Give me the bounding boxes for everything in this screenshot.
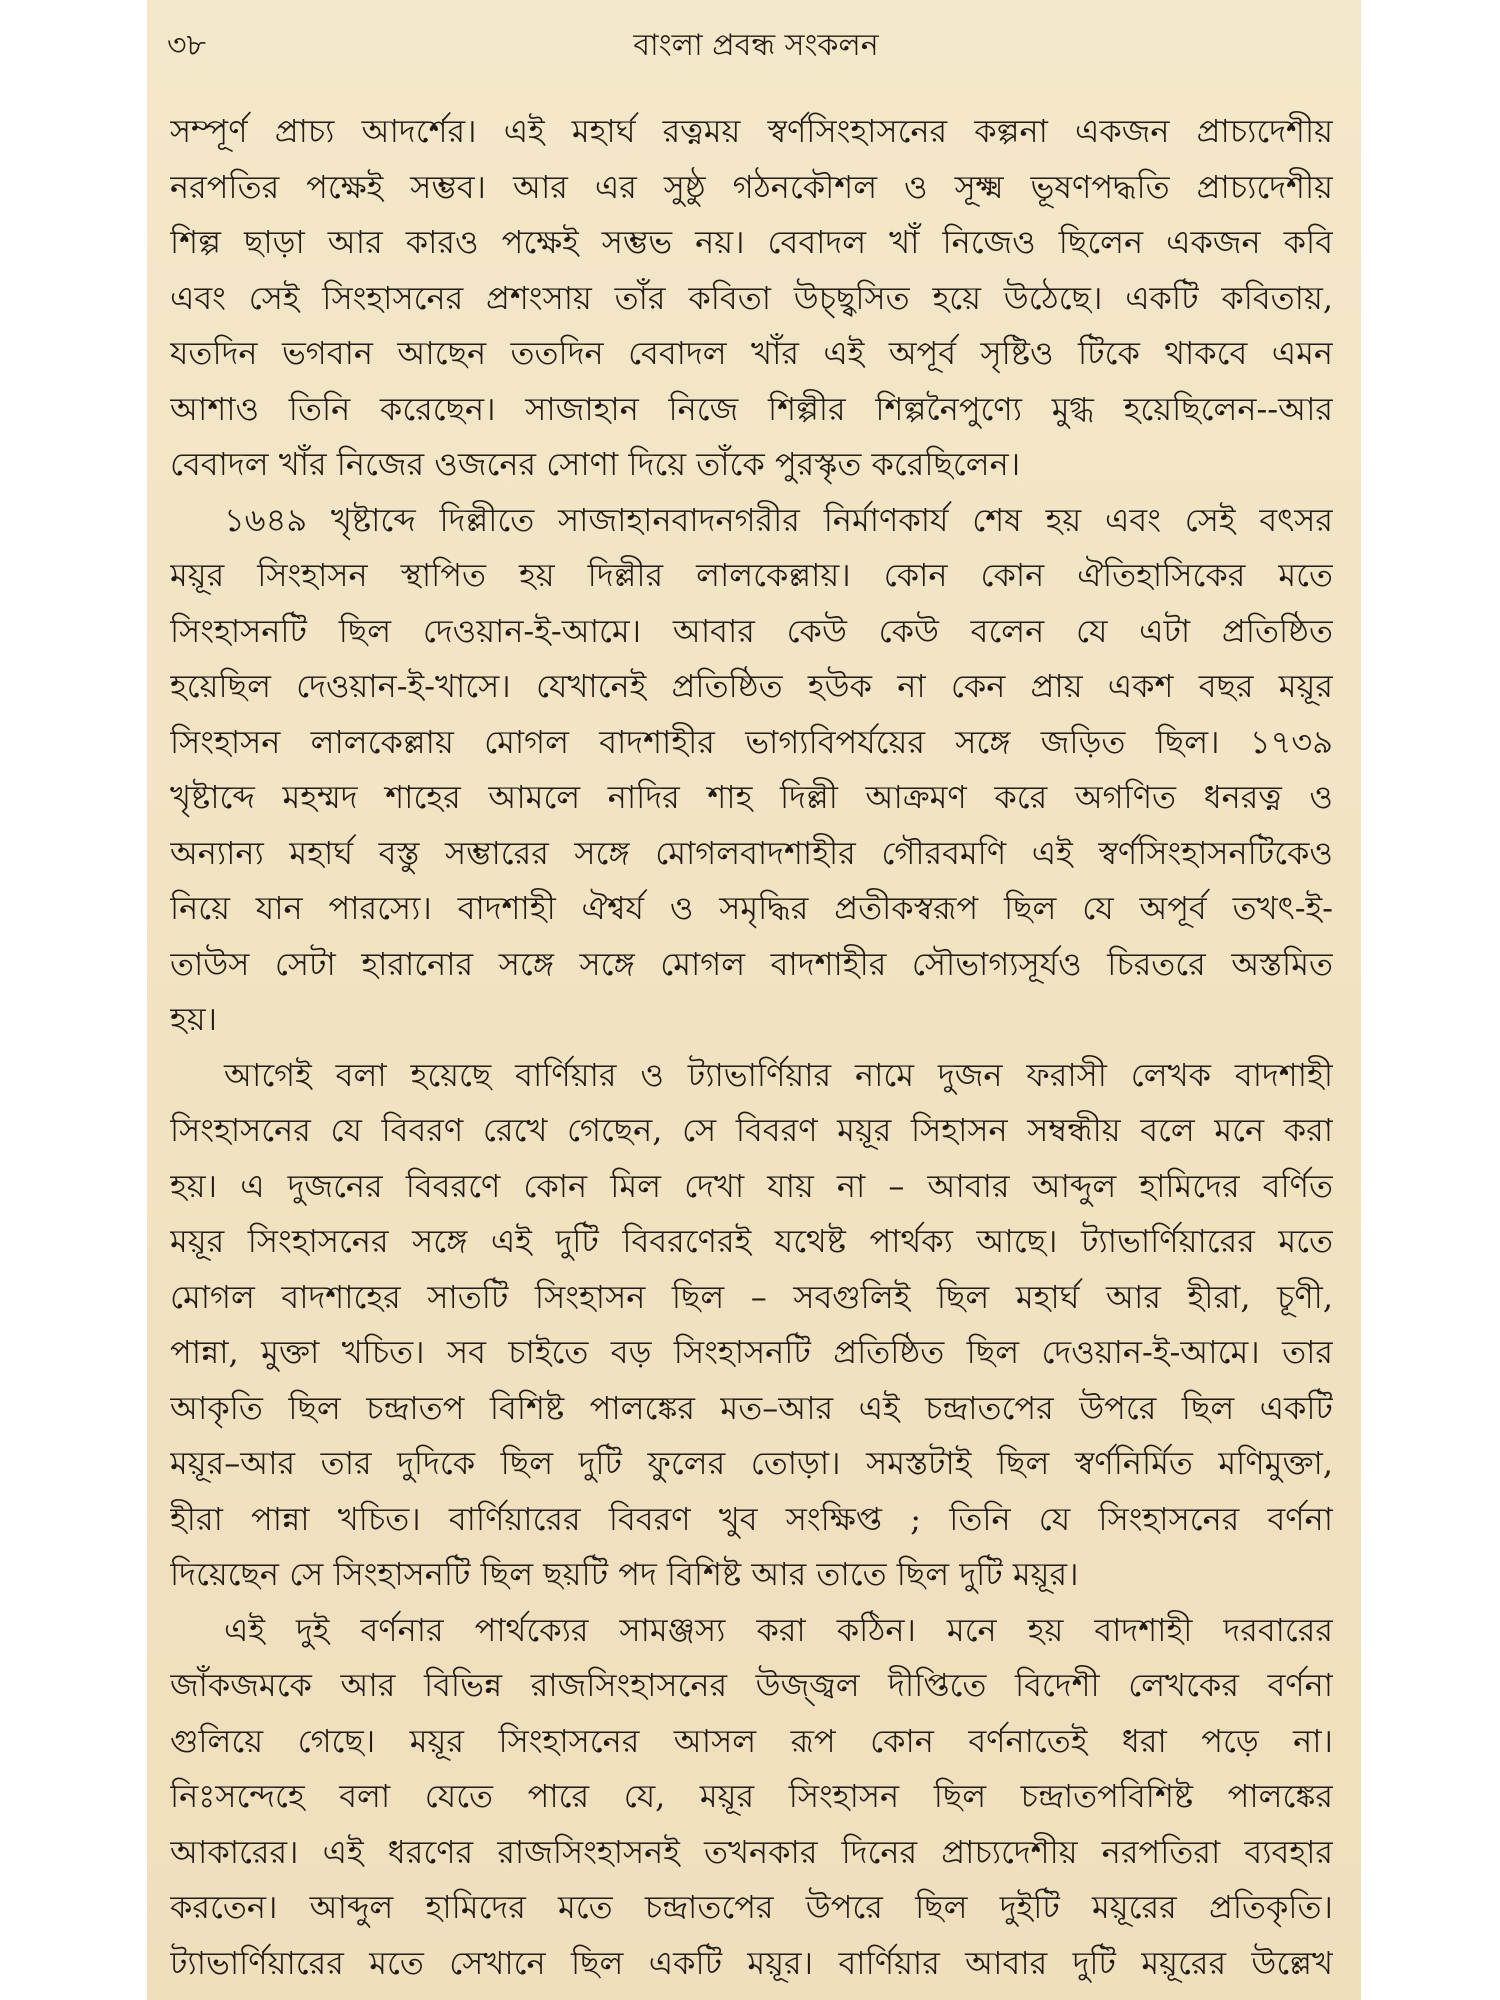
text-line: আগেই বলা হয়েছে বার্ণিয়ার ও ট্যাভার্ণিয়ার নামে দুজন ফরাসী লেখক বাদশাহী — [224, 1055, 1333, 1094]
paragraph — [170, 1603, 1333, 1992]
text-line: আশাও তিনি করেছেন। সাজাহান নিজে শিল্পীর শিল্পনৈপুণ্যে মুগ্ধ হয়েছিলেন--আর — [170, 389, 1333, 428]
text-line: ময়ূর–আর তার দুদিকে ছিল দুটি ফুলের তোড়া। সমস্তটাই ছিল স্বর্ণনির্মিত মণিমুক্তা, — [170, 1444, 1333, 1482]
text-line: নিঃসন্দেহে বলা যেতে পারে যে, ময়ূর সিংহাসন ছিল চন্দ্রাতপবিশিষ্ট পালঙ্কের — [170, 1777, 1333, 1815]
text-line: খৃষ্টাব্দে মহম্মদ শাহের আমলে নাদির শাহ দিল্লী আক্রমণ করে অগণিত ধনরত্ন ও — [170, 778, 1333, 816]
text-line: সিংহাসনের যে বিবরণ রেখে গেছেন, সে বিবরণ ময়ূর সিহাসন সম্বন্ধীয় বলে মনে করা — [170, 1111, 1333, 1149]
text-line: সম্পূর্ণ প্রাচ্য আদর্শের। এই মহার্ঘ রত্নময় স্বর্ণসিংহাসনের কল্পনা একজন প্রাচ্যদেশীয় — [170, 112, 1333, 150]
text-line: এবং সেই সিংহাসনের প্রশংসায় তাঁর কবিতা উচ্ছ্বসিত হয়ে উঠেছে। একটি কবিতায়, — [170, 278, 1333, 317]
paragraph — [170, 1048, 1333, 1603]
text-line: ১৬৪৯ খৃষ্টাব্দে দিল্লীতে সাজাহানবাদনগরীর নির্মাণকার্য শেষ হয় এবং সেই বৎসর — [224, 500, 1333, 539]
text-line: আকৃতি ছিল চন্দ্রাতপ বিশিষ্ট পালঙ্কের মত–আর এই চন্দ্রাতপের উপরে ছিল একটি — [170, 1388, 1333, 1427]
text-line: নরপতির পক্ষেই সম্ভব। আর এর সুষ্ঠু গঠনকৌশল ও সূক্ষ্ম ভূষণপদ্ধতি প্রাচ্যদেশীয় — [170, 167, 1333, 206]
text-line: বেবাদল খাঁর নিজের ওজনের সোণা দিয়ে তাঁকে পুরস্কৃত করেছিলেন। — [170, 445, 1021, 483]
text-line: শিল্প ছাড়া আর কারও পক্ষেই সম্ভভ নয়। বেবাদল খাঁ নিজেও ছিলেন একজন কবি — [170, 223, 1333, 261]
text-line: দিয়েছেন সে সিংহাসনটি ছিল ছয়টি পদ বিশিষ্ট আর তাতে ছিল দুটি ময়ূর। — [170, 1555, 1079, 1593]
text-line: করতেন। আব্দুল হামিদের মতে চন্দ্রাতপের উপরে ছিল দুইটি ময়ূরের প্রতিকৃতি। — [170, 1888, 1333, 1926]
text-line: আকারের। এই ধরণের রাজসিংহাসনই তখনকার দিনের প্রাচ্যদেশীয় নরপতিরা ব্যবহার — [170, 1832, 1333, 1871]
text-line: হয়। এ দুজনের বিবরণে কোন মিল দেখা যায় না – আবার আব্দুল হামিদের বর্ণিত — [170, 1166, 1333, 1205]
text-line: জাঁকজমকে আর বিভিন্ন রাজসিংহাসনের উজ্জ্বল দীপ্তিতে বিদেশী লেখকের বর্ণনা — [170, 1666, 1333, 1704]
text-line: হীরা পান্না খচিত। বার্ণিয়ারের বিবরণ খুব সংক্ষিপ্ত ; তিনি যে সিংহাসনের বর্ণনা — [170, 1499, 1333, 1538]
text-line: যতদিন ভগবান আছেন ততদিন বেবাদল খাঁর এই অপূর্ব সৃষ্টিও টিকে থাকবে এমন — [170, 334, 1333, 372]
text-line: নিয়ে যান পারস্যে। বাদশাহী ঐশ্বর্য ও সমৃদ্ধির প্রতীকস্বরূপ ছিল যে অপূর্ব তখৎ-ই- — [170, 889, 1333, 927]
text-line: ময়ূর সিংহাসন স্থাপিত হয় দিল্লীর লালকেল্লায়। কোন কোন ঐতিহাসিকের মতে — [170, 556, 1333, 594]
text-line: ট্যাভার্ণিয়ারের মতে সেখানে ছিল একটি ময়ূর। বার্ণিয়ার আবার দুটি ময়ূরের উল্লেখ — [170, 1943, 1333, 1982]
text-line: সিংহাসনটি ছিল দেওয়ান-ই-আমে। আবার কেউ কেউ বলেন যে এটা প্রতিষ্ঠিত — [170, 611, 1333, 650]
text-line: ময়ূর সিংহাসনের সঙ্গে এই দুটি বিবরণেরই যথেষ্ট পার্থক্য আছে। ট্যাভার্ণিয়ারের মতে — [170, 1222, 1333, 1260]
paragraph — [170, 493, 1333, 1048]
running-header — [0, 22, 1500, 70]
book-title: বাংলা প্রবন্ধ সংকলন — [633, 28, 879, 63]
page-number: ৩৮ — [167, 28, 206, 63]
text-line: হয়। — [170, 1000, 218, 1038]
text-line: পান্না, মুক্তা খচিত। সব চাইতে বড় সিংহাসনটি প্রতিষ্ঠিত ছিল দেওয়ান-ই-আমে। তার — [170, 1333, 1333, 1371]
text-line: এই দুই বর্ণনার পার্থক্যের সামঞ্জস্য করা কঠিন। মনে হয় বাদশাহী দরবারের — [224, 1610, 1333, 1649]
paragraph — [170, 104, 1333, 493]
text-line: গুলিয়ে গেছে। ময়ূর সিংহাসনের আসল রূপ কোন বর্ণনাতেই ধরা পড়ে না। — [170, 1721, 1333, 1760]
text-line: হয়েছিল দেওয়ান-ই-খাসে। যেখানেই প্রতিষ্ঠিত হউক না কেন প্রায় একশ বছর ময়ূর — [170, 667, 1333, 705]
text-line: তাউস সেটা হারানোর সঙ্গে সঙ্গে মোগল বাদশাহীর সৌভাগ্যসূর্যও চিরতরে অস্তমিত — [170, 944, 1333, 983]
text-line: মোগল বাদশাহের সাতটি সিংহাসন ছিল – সবগুলিই ছিল মহার্ঘ আর হীরা, চূণী, — [170, 1277, 1333, 1316]
body-text — [170, 104, 1333, 1991]
text-line: অন্যান্য মহার্ঘ বস্তু সম্ভারের সঙ্গে মোগলবাদশাহীর গৌরবমণি এই স্বর্ণসিংহাসনটিকেও — [170, 833, 1333, 872]
text-line: সিংহাসন লালকেল্লায় মোগল বাদশাহীর ভাগ্যবিপর্যয়ের সঙ্গে জড়িত ছিল। ১৭৩৯ — [170, 722, 1333, 761]
